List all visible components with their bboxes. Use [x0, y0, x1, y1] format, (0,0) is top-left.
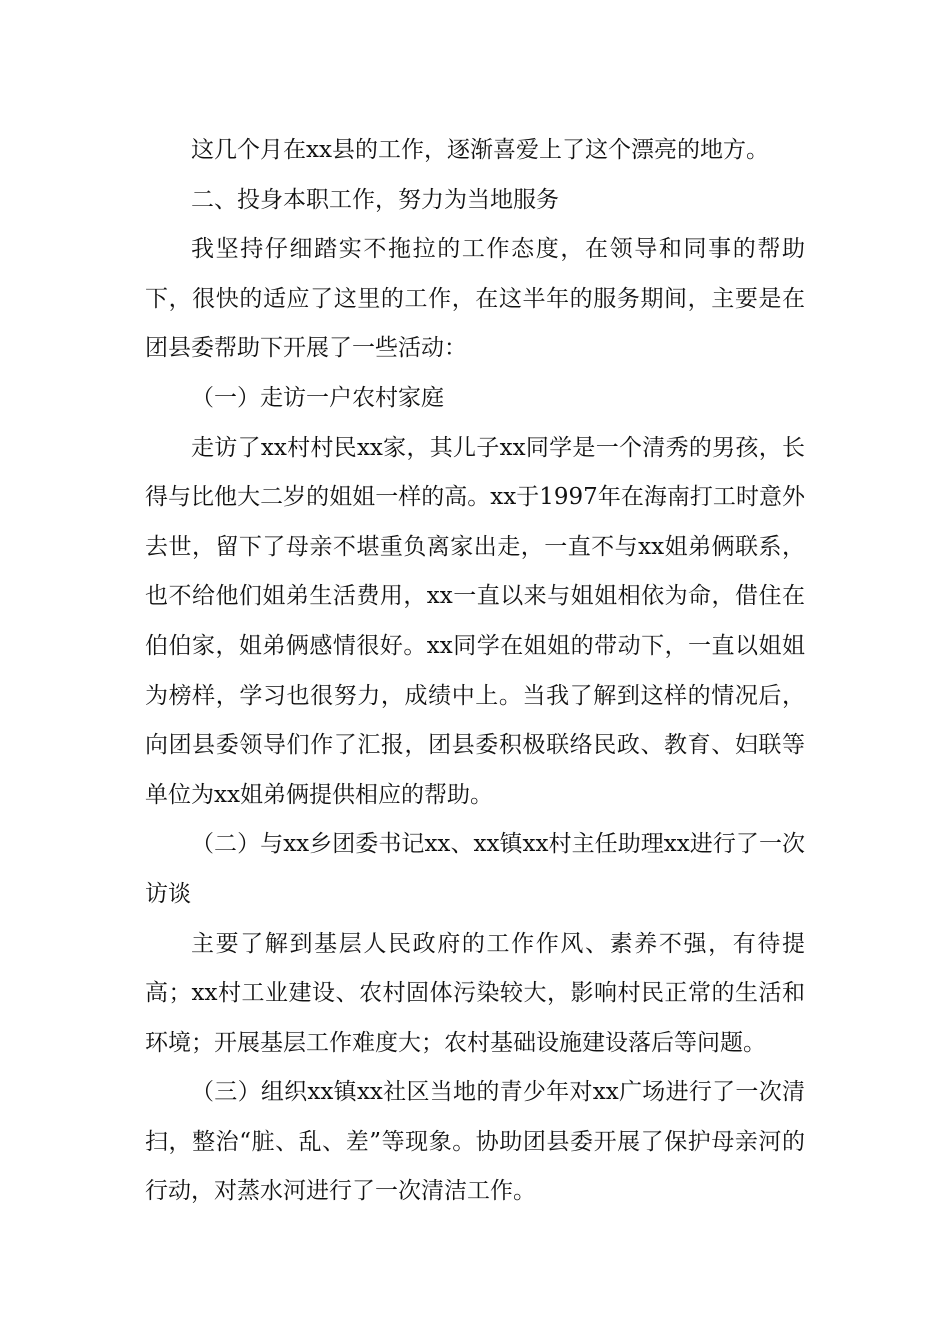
section-heading-2: 二、投身本职工作，努力为当地服务: [191, 186, 559, 213]
paragraph-intro: 这几个月在xx县的工作，逐渐喜爱上了这个漂亮的地方。: [191, 137, 769, 163]
paragraph-interview: 主要了解到基层人民政府的工作作风、素养不强，有待提高；xx村工业建设、农村固体污染较大，影响村民正常的生活和环境；开展基层工作难度大；农村基础设施建设落后等问题。: [145, 930, 805, 1056]
document-body: [145, 126, 805, 1217]
paragraph-work-attitude: 我坚持仔细踏实不拖拉的工作态度，在领导和同事的帮助下，很快的适应了这里的工作，在这半年的服务期间，主要是在团县委帮助下开展了一些活动：: [145, 236, 805, 362]
subheading-2: （二）与xx乡团委书记xx、xx镇xx村主任助理xx进行了一次访谈: [145, 831, 805, 907]
subheading-1: （一）走访一户农村家庭: [191, 384, 444, 411]
paragraph-visit-family: 走访了xx村村民xx家，其儿子xx同学是一个清秀的男孩，长得与比他大二岁的姐姐一样的高。xx于1997年在海南打工时意外去世，留下了母亲不堪重负离家出走，一直不与xx姐弟俩联系，也不给他们姐弟生活费用，xx一直以来与姐姐相依为命，借住在伯伯家，姐弟俩感情很好。xx同学在姐姐的带动下，一直以姐姐为榜样，学习也很努力，成绩中上。当我了解到这样的情况后，向团县委领导们作了汇报，团县委积极联络民政、教育、妇联等单位为xx姐弟俩提供相应的帮助。: [145, 434, 805, 808]
paragraph-cleanup: （三）组织xx镇xx社区当地的青少年对xx广场进行了一次清扫，整治“脏、乱、差”等现象。协助团县委开展了保护母亲河的行动，对蒸水河进行了一次清洁工作。: [145, 1079, 805, 1205]
